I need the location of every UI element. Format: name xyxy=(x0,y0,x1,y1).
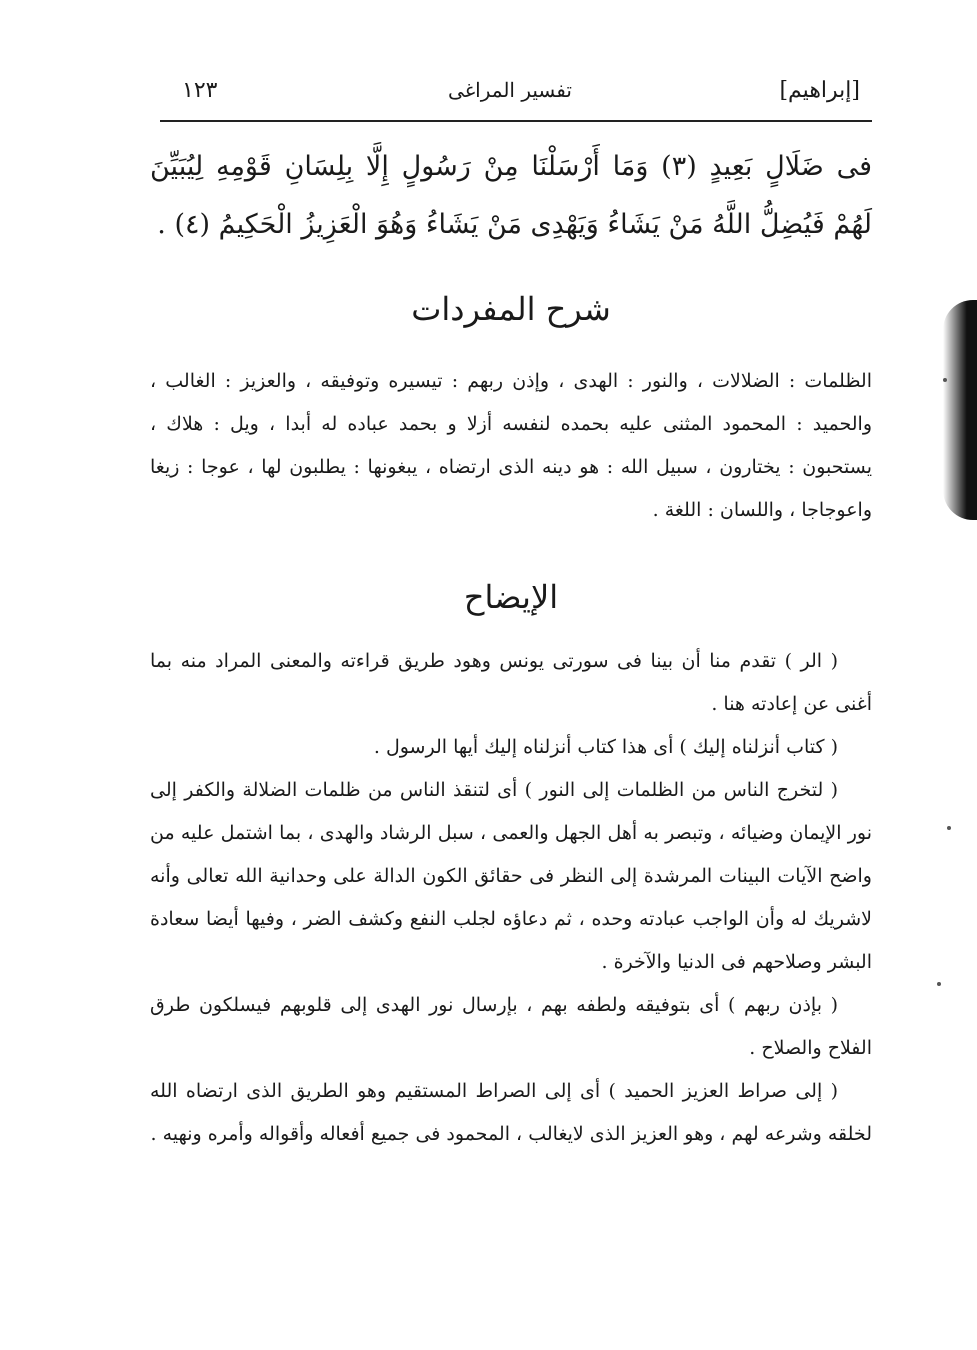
explanation-paragraph: ( بإذن ربهم ) أى بتوفيقه ولطفه بهم ، بإرسال نور الهدى إلى قلوبهم فيسلكون طرق الفلاح والصلاح . xyxy=(150,994,872,1059)
chapter-name: [إبراهيم] xyxy=(779,78,860,103)
scan-speck xyxy=(943,378,947,382)
scan-speck xyxy=(947,826,951,830)
book-title: تفسير المراغى xyxy=(448,78,572,102)
explanation-section-title: الإيضاح xyxy=(463,578,559,616)
explanation-paragraph: ( إلى صراط العزيز الحميد ) أى إلى الصراط المستقيم وهو الطريق الذى ارتضاه الله لخلقه وشرعه لهم ، وهو العزيز الذى لايغالب ، المحمود فى جميع أفعاله وأقواله وأمره ونهيه . xyxy=(150,1080,872,1145)
header-divider xyxy=(160,120,872,122)
quran-verse: فى ضَلَالٍ بَعِيدٍ (٣) وَمَا أَرْسَلْنَا مِنْ رَسُولٍ إِلَّا بِلِسَانِ قَوْمِهِ لِيُبَيِّنَ لَهُمْ فَيُضِلُّ اللَّهُ مَنْ يَشَاءُ وَيَهْدِى مَنْ يَشَاءُ وَهُوَ الْعَزِيزُ الْحَكِيمُ (٤) . xyxy=(150,151,872,240)
running-header xyxy=(160,72,860,112)
explanation-body xyxy=(150,640,872,1156)
explanation-paragraph: ( لتخرج الناس من الظلمات إلى النور ) أى لتنقذ الناس من ظلمات الضلالة والكفر إلى نور الإيمان وضيائه ، وتبصر به أهل الجهل والعمى ، سبل الرشاد والهدى ، بما اشتمل عليه من واضح الآيات البينات المرشدة إلى النظر فى حقائق الكون الدالة على وحدانية الله تعالى وأنه لاشريك له وأن الواجب عبادته وحده ، ثم دعاؤه لجلب النفع وكشف الضر ، وفيها أيضا سعادة البشر وصلاحهم فى الدنيا والآخرة . xyxy=(150,779,872,973)
scan-speck xyxy=(937,982,941,986)
scan-edge-shadow xyxy=(943,300,977,520)
explanation-paragraph: ( كتاب أنزلناه إليك ) أى هذا كتاب أنزلناه إليك أيها الرسول . xyxy=(373,736,838,758)
page-number: ١٢٣ xyxy=(182,78,218,103)
vocab-section-title: شرح المفردات xyxy=(411,290,611,328)
vocab-text: الظلمات : الضلالات ، والنور : الهدى ، وإذن ربهم : تيسيره وتوفيقه ، والعزيز : الغالب ، والحميد : المحمود المثنى عليه بحمده لنفسه أزلا و بحمد عباده له أبدا ، ويل : هلاك ، يستحبون : يختارون ، سبيل الله : هو دينه الذى ارتضاه ، يبغونها : يطلبون لها ، عوجا : زيغا واعوجاجا ، واللسان : اللغة . xyxy=(150,370,872,521)
explanation-paragraph: ( الر ) تقدم منا أن بينا فى سورتى يونس وهود طريق قراءته والمعنى المراد منه بما أغنى عن إعادته هنا . xyxy=(150,650,872,715)
